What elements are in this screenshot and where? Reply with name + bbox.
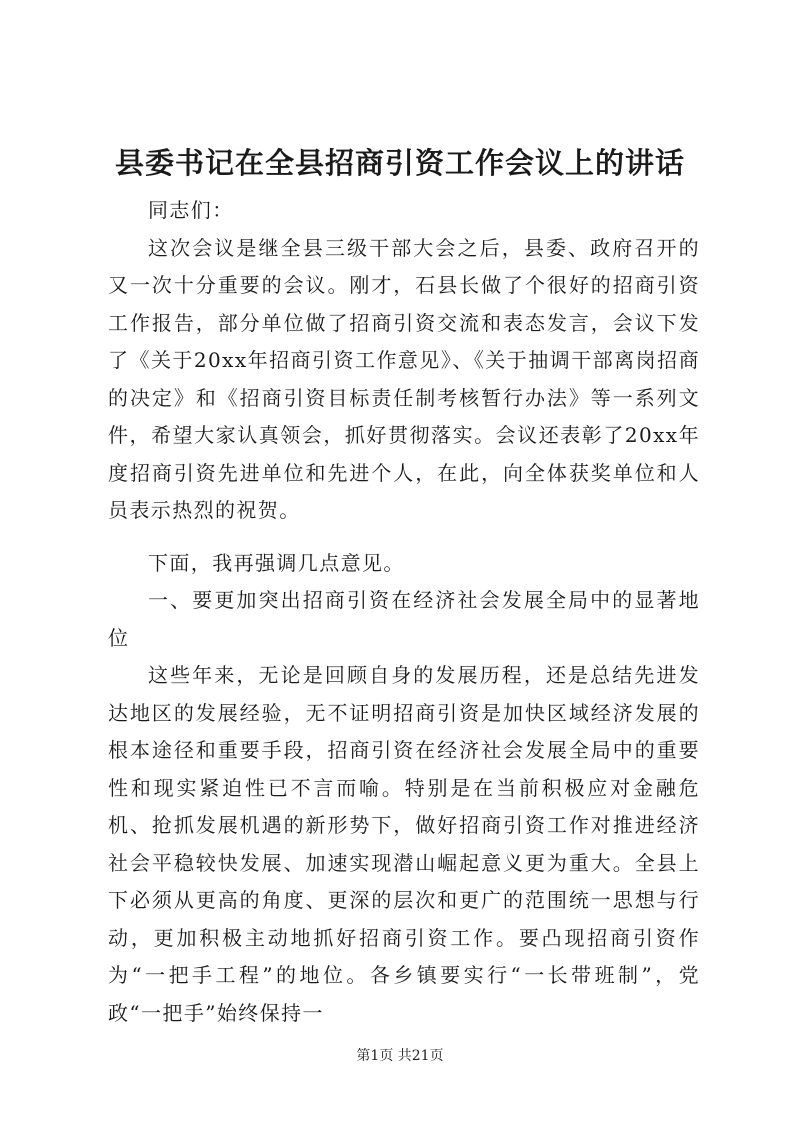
document-body: [108, 192, 700, 1032]
paragraph-opening: 这次会议是继全县三级干部大会之后，县委、政府召开的又一次十分重要的会议。刚才，石县长做了个很好的招商引资工作报告，部分单位做了招商引资交流和表态发言，会议下发了《关于20xx年招商引资工作意见》、《关于抽调干部离岗招商的决定》和《招商引资目标责任制考核暂行办法》等一系列文件，希望大家认真领会，抓好贯彻落实。会议还表彰了20xx年度招商引资先进单位和先进个人，在此，向全体获奖单位和人员表示热烈的祝贺。: [108, 235, 700, 522]
salutation: 同志们：: [148, 198, 234, 222]
document-title: 县委书记在全县招商引资工作会议上的讲话: [114, 146, 685, 180]
paragraph-transition: 下面，我再强调几点意见。: [148, 550, 405, 575]
section-heading-1: 一、要更加突出招商引资在经济社会发展全局中的显著地位: [108, 588, 700, 650]
page-footer: 第1页 共21页: [356, 1048, 444, 1064]
paragraph-section-1: 这些年来，无论是回顾自身的发展历程，还是总结先进发达地区的发展经验，无不证明招商引资是加快区域经济发展的根本途径和重要手段，招商引资在经济社会发展全局中的重要性和现实紧迫性已不言而喻。特别是在当前积极应对金融危机、抢抓发展机遇的新形势下，做好招商引资工作对推进经济社会平稳较快发展、加速实现潜山崛起意义更为重大。全县上下必须从更高的角度、更深的层次和更广的范围统一思想与行动，更加积极主动地抓好招商引资工作。要凸现招商引资作为“一把手工程”的地位。各乡镇要实行“一长带班制”，党政“一把手”始终保持一: [108, 663, 700, 1025]
